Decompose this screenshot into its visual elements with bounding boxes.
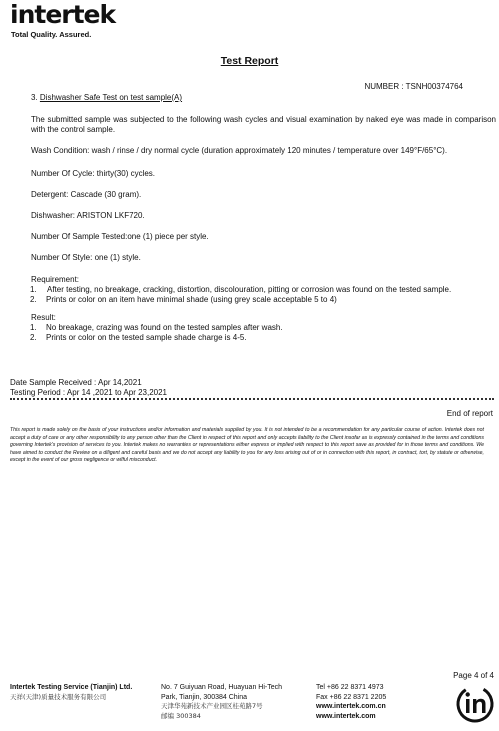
sample-tested-text: Number Of Sample Tested:one (1) piece per style. [31, 232, 209, 241]
intertek-in-badge-icon [455, 684, 495, 724]
testing-period: Testing Period : Apr 14 ,2021 to Apr 23,2021 [10, 388, 167, 397]
address-cn-1: 天津华苑新技术产业园区桂苑路7号 [161, 702, 263, 710]
list-item: 1. After testing, no breakage, cracking, distortion, discolouration, pitting or corrosion was found on the tested sample. [30, 285, 452, 294]
footer-contact [316, 683, 386, 721]
web-link[interactable]: www.intertek.com [316, 712, 376, 720]
result-list [31, 323, 496, 343]
list-item: 2. Prints or color on the tested sample shade charge is 4-5. [30, 333, 247, 342]
wash-condition: Wash Condition: wash / rinse / dry normal cycle (duration approximately 120 minutes / temperature over 149°F/65°C). [31, 146, 448, 155]
fax: Fax +86 22 8371 2205 [316, 693, 387, 701]
address-line-1: No. 7 Guiyuan Road, Huayuan Hi-Tech [161, 684, 283, 691]
disclaimer: This report is made solely on the basis of your instructions and/or information and materials supplied by you. It is not intended to be a recommendation for any particular course of action. Intertek does not accept a duty of care or any other responsibility to any person other than the Client in respect of this report and only accepts liability to the Client insofar as is expressly contained in the terms and conditions governing Intertek's provision of services to you. Intertek makes no warranties or representations either express or implied with respect to this report save as provided for in those terms and conditions. We have aimed to conduct the Review on a diligent and careful basis and we do not accept any liability to you for any loss arising out of or in connection with this report, in contract, tort, by statute or otherwise, except in the event of our gross negligence or wilful misconduct. [10, 427, 484, 464]
dates-block [10, 378, 167, 398]
tagline: Total Quality. Assured. [11, 30, 92, 39]
requirement-list [31, 285, 496, 305]
end-of-report: End of report [446, 409, 493, 418]
list-item: 2. Prints or color on an item have minimal shade (using grey scale acceptable 5 to 4) [30, 295, 337, 304]
company-name: Intertek Testing Service (Tianjin) Ltd. [10, 684, 133, 691]
date-received: Date Sample Received : Apr 14,2021 [10, 378, 142, 387]
page-title: Test Report [220, 55, 279, 67]
tel: Tel +86 22 8371 4973 [316, 684, 384, 691]
report-number: NUMBER : TSNH00374764 [364, 82, 463, 91]
divider [10, 398, 494, 401]
detergent-text: Detergent: Cascade (30 gram). [31, 190, 142, 199]
dishwasher-text: Dishwasher: ARISTON LKF720. [31, 211, 145, 220]
list-item: 1. No breakage, crazing was found on the tested samples after wash. [30, 323, 283, 332]
intro-text: The submitted sample was subjected to the following wash cycles and visual examination by naked eye was made in comparison with the control sample. [31, 115, 496, 134]
page-number: Page 4 of 4 [453, 671, 494, 680]
web-cn-link[interactable]: www.intertek.com.cn [316, 703, 386, 710]
logo-text: intertek [10, 0, 116, 29]
result-label: Result: [31, 313, 56, 322]
intertek-logo [10, 0, 122, 29]
section-heading: 3. Dishwasher Safe Test on test sample(A) [31, 93, 183, 102]
cycles-text: Number Of Cycle: thirty(30) cycles. [31, 169, 156, 178]
footer-address [161, 683, 282, 721]
address-cn-2: 邮编 300384 [161, 711, 201, 720]
requirement-label: Requirement: [31, 275, 80, 284]
company-name-cn: 天祥(天津)质量技术服务有限公司 [10, 692, 107, 701]
report-body [31, 93, 496, 343]
styles-text: Number Of Style: one (1) style. [31, 253, 141, 262]
footer-company [10, 683, 132, 702]
address-line-2: Park, Tianjin, 300384 China [161, 693, 247, 701]
